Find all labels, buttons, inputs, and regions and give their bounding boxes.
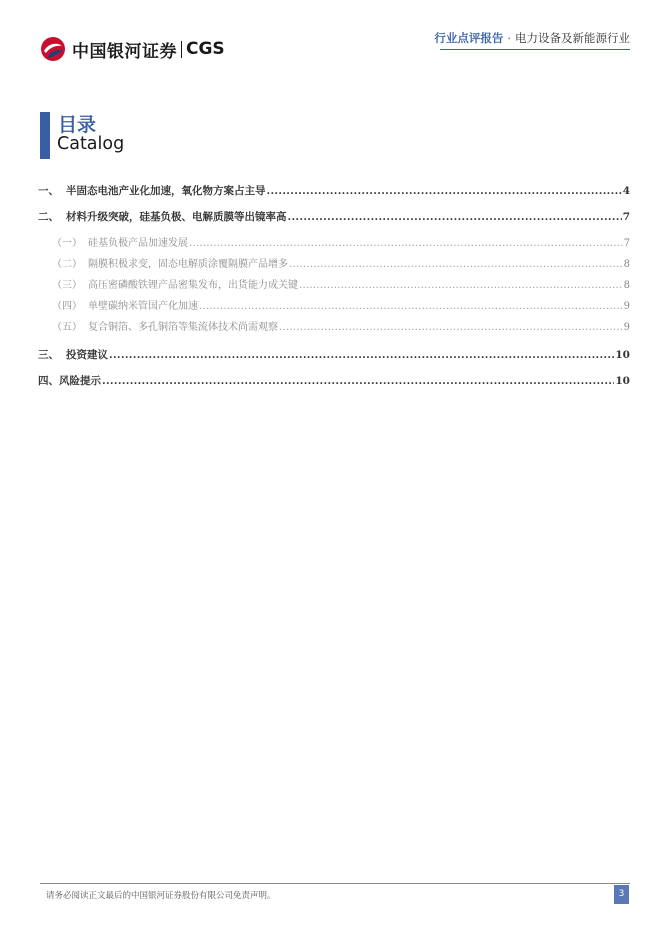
toc-entry-number: （三） — [52, 280, 82, 291]
toc-entry-number: 三、 — [38, 349, 59, 361]
footer-disclaimer: 请务必阅读正文最后的中国银河证券股份有限公司免责声明。 — [46, 891, 276, 901]
toc-entry-2[interactable] — [38, 206, 630, 228]
toc-entry-text: 半固态电池产业化加速，氧化物方案占主导 — [66, 185, 266, 197]
toc-leader-dots — [267, 180, 622, 202]
logo-english-text: CGS — [186, 39, 225, 59]
toc-entry-text: 硅基负极产品加速发展 — [88, 238, 188, 249]
toc-leader-dots — [299, 275, 623, 296]
toc-entry-2-2[interactable] — [38, 254, 630, 275]
header-separator: · — [507, 31, 511, 45]
toc-accent-bar — [40, 112, 50, 159]
toc-entry-text: 高压密磷酸铁锂产品密集发布，出货能力成关键 — [88, 280, 298, 291]
toc-entry-page: 9 — [623, 322, 630, 333]
toc-entry-page: 7 — [622, 211, 630, 223]
toc-entry-1[interactable] — [38, 180, 630, 202]
industry-name: 电力设备及新能源行业 — [515, 31, 630, 45]
report-header — [434, 30, 630, 46]
header-rule — [440, 49, 630, 50]
toc-entry-text: 材料升级突破，硅基负极、电解质膜等出镜率高 — [66, 211, 287, 223]
logo-divider — [181, 41, 182, 58]
toc-leader-dots — [288, 206, 622, 228]
toc-entry-3[interactable] — [38, 344, 630, 366]
toc-list — [38, 180, 630, 392]
logo-chinese-text: 中国银河证券 — [72, 41, 177, 62]
toc-entry-page: 9 — [623, 301, 630, 312]
toc-entry-text: 隔膜积极求变，固态电解质涂覆隔膜产品增多 — [88, 259, 288, 270]
toc-leader-dots — [109, 344, 614, 366]
toc-entry-text: 投资建议 — [66, 349, 108, 361]
toc-leader-dots — [199, 296, 623, 317]
toc-leader-dots — [102, 370, 614, 392]
toc-leader-dots — [189, 233, 623, 254]
toc-entry-number: （二） — [52, 259, 82, 270]
toc-entry-text: 风险提示 — [59, 375, 101, 387]
brand-logo — [40, 36, 225, 62]
toc-leader-dots — [289, 254, 623, 275]
toc-subtitle: Catalog — [57, 134, 125, 154]
galaxy-logo-icon — [40, 36, 66, 62]
toc-title: 目录 — [58, 114, 97, 136]
toc-entry-4[interactable] — [38, 370, 630, 392]
toc-entry-text: 单壁碳纳米管国产化加速 — [88, 301, 198, 312]
toc-entry-page: 7 — [623, 238, 630, 249]
toc-entry-2-5[interactable] — [38, 317, 630, 338]
toc-entry-page: 4 — [622, 185, 630, 197]
toc-entry-text: 复合铜箔、多孔铜箔等集流体技术尚需观察 — [88, 322, 278, 333]
toc-entry-number: 四、 — [38, 375, 59, 387]
toc-entry-2-1[interactable] — [38, 233, 630, 254]
report-type: 行业点评报告 — [434, 31, 504, 45]
toc-entry-number: （一） — [52, 238, 82, 249]
toc-entry-2-3[interactable] — [38, 275, 630, 296]
toc-entry-page: 8 — [623, 259, 630, 270]
toc-entry-number: 二、 — [38, 211, 59, 223]
page-number: 3 — [614, 885, 629, 904]
toc-entry-2-4[interactable] — [38, 296, 630, 317]
toc-entry-number: 一、 — [38, 185, 59, 197]
toc-entry-page: 10 — [615, 349, 630, 361]
toc-leader-dots — [279, 317, 623, 338]
footer-rule — [40, 883, 630, 884]
toc-entry-page: 8 — [623, 280, 630, 291]
toc-entry-number: （四） — [52, 301, 82, 312]
toc-entry-number: （五） — [52, 322, 82, 333]
toc-entry-page: 10 — [615, 375, 630, 387]
